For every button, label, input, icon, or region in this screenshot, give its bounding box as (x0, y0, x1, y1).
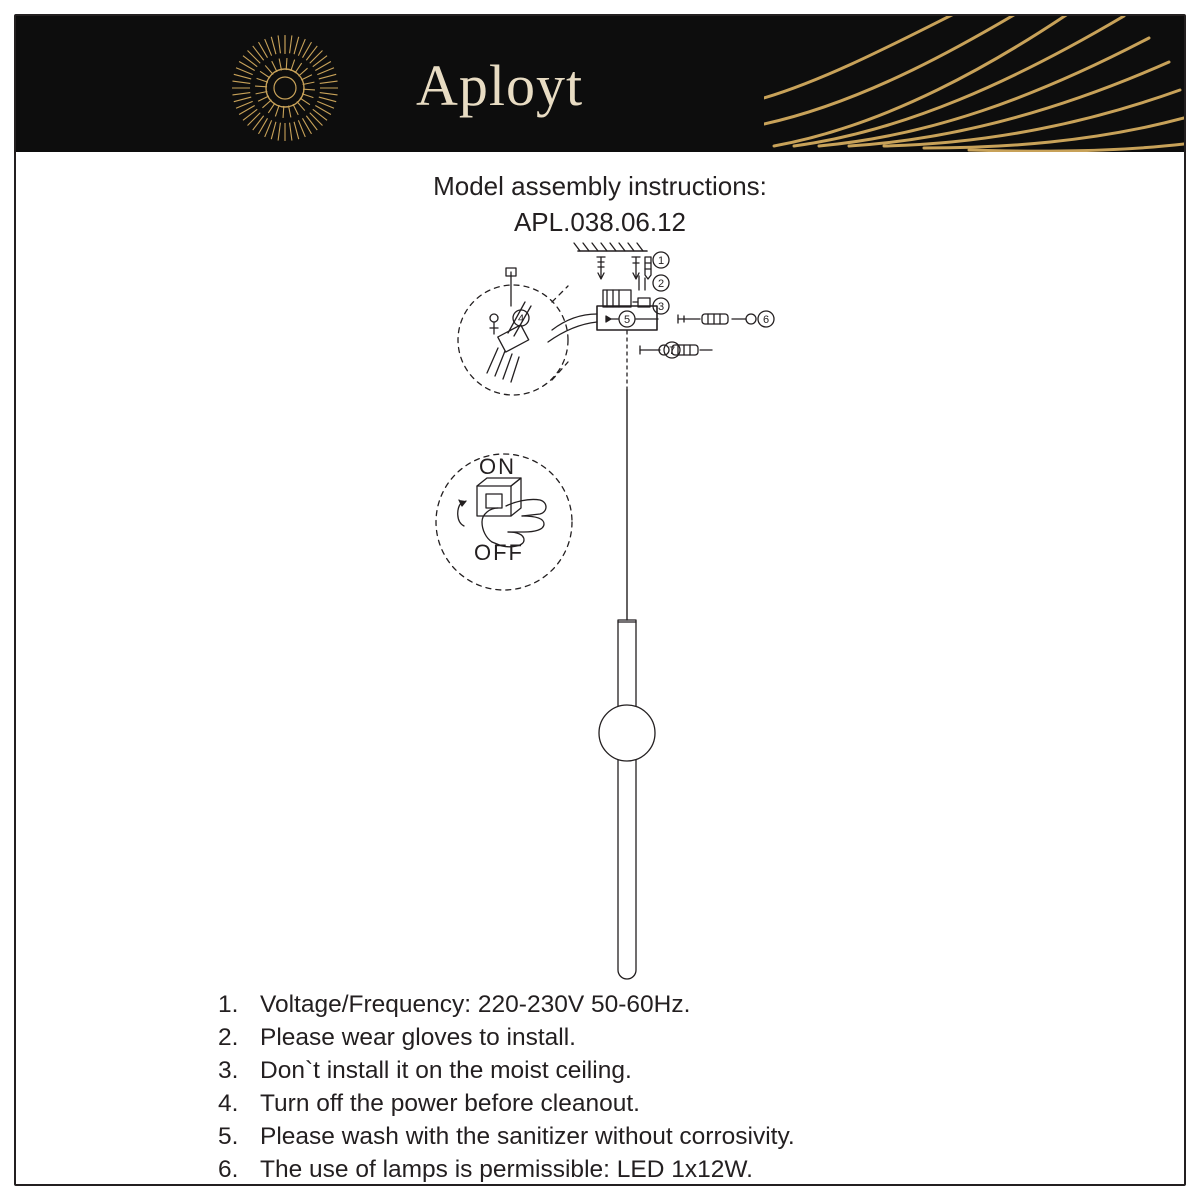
notes-list (218, 988, 1118, 1186)
callout-label-4: 4 (517, 313, 525, 325)
note-number: 3. (218, 1057, 239, 1084)
screw-icon (640, 345, 712, 355)
note-number: 2. (218, 1024, 239, 1051)
callout-label-6: 6 (762, 314, 770, 326)
callout-label-3: 3 (657, 301, 665, 313)
callout-label-5: 5 (623, 314, 631, 326)
assembly-diagram (0, 230, 1200, 990)
note-number: 4. (218, 1090, 239, 1117)
callout-label-1: 1 (657, 255, 665, 267)
title-line-1: Model assembly instructions: (433, 171, 767, 201)
fan-rays-icon (764, 16, 1184, 152)
note-number: 6. (218, 1156, 239, 1183)
list-item (218, 1120, 1118, 1153)
screw-icon (597, 257, 605, 279)
switch-off-label: OFF (474, 540, 524, 565)
note-text: The use of lamps is permissible: LED 1x12W. (260, 1156, 753, 1183)
list-item (218, 988, 1118, 1021)
list-item (218, 1021, 1118, 1054)
wall-anchor-icon (645, 257, 651, 279)
screw-icon (678, 314, 728, 324)
list-item (218, 1054, 1118, 1087)
note-text: Please wear gloves to install. (260, 1024, 576, 1051)
plug-icon (490, 268, 516, 334)
note-number: 5. (218, 1123, 239, 1150)
note-text: Please wash with the sanitizer without corrosivity. (260, 1123, 795, 1150)
list-item (218, 1087, 1118, 1120)
list-item (218, 1153, 1118, 1186)
note-text: Don`t install it on the moist ceiling. (260, 1057, 632, 1084)
brand-header (16, 16, 1184, 152)
bracket-part-icon (639, 276, 645, 290)
title-line-2: APL.038.06.12 (513, 207, 687, 237)
note-text: Turn off the power before cleanout. (260, 1090, 640, 1117)
note-number: 1. (218, 991, 239, 1018)
washer-icon (746, 314, 756, 324)
hatched-ceiling-icon (574, 243, 647, 251)
callout-label-2: 2 (657, 278, 665, 290)
callout-label-7: 7 (668, 345, 676, 357)
sunburst-logo-icon (231, 34, 339, 142)
note-text: Voltage/Frequency: 220-230V 50-60Hz. (260, 991, 691, 1018)
brand-name: Aployt (416, 53, 584, 118)
pendant-lamp-icon (599, 620, 655, 979)
wall-switch-icon (458, 478, 521, 526)
switch-on-label: ON (479, 454, 516, 479)
